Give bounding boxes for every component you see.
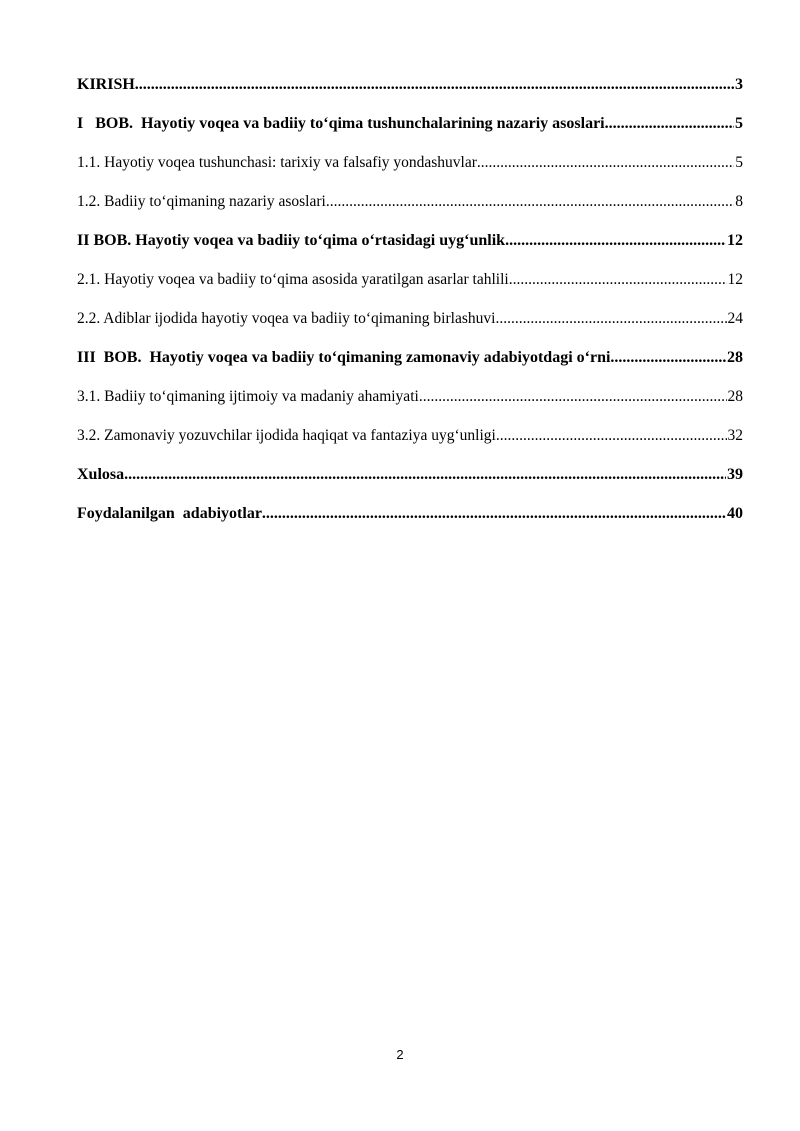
toc-entry-xulosa bbox=[77, 466, 743, 505]
toc-dot-leader bbox=[496, 427, 727, 445]
toc-entry-section-1-2 bbox=[77, 193, 743, 232]
toc-entry-page: 40 bbox=[727, 505, 743, 522]
toc-entry-title: 2.1. Hayotiy voqea va badiiy to‘qima asosida yaratilgan asarlar tahlili bbox=[77, 271, 509, 288]
toc-entry-kirish bbox=[77, 76, 743, 115]
toc-entry-page: 24 bbox=[727, 310, 743, 327]
toc-entry-page: 28 bbox=[727, 349, 743, 366]
toc-dot-leader bbox=[505, 232, 726, 250]
toc-entry-title: I BOB. Hayotiy voqea va badiiy to‘qima tushunchalarining nazariy asoslari bbox=[77, 115, 605, 132]
toc-entry-chapter-3 bbox=[77, 349, 743, 388]
toc-entry-title: II BOB. Hayotiy voqea va badiiy to‘qima o‘rtasidagi uyg‘unlik bbox=[77, 232, 506, 249]
toc-entry-title: KIRISH bbox=[77, 76, 135, 93]
toc-entry-page: 12 bbox=[727, 232, 743, 249]
toc-entry-section-2-2 bbox=[77, 310, 743, 349]
toc-dot-leader bbox=[262, 505, 726, 523]
toc-entry-title: Foydalanilgan adabiyotlar bbox=[77, 505, 262, 522]
toc-dot-leader bbox=[419, 388, 727, 406]
toc-entry-title: 3.2. Zamonaviy yozuvchilar ijodida haqiqat va fantaziya uyg‘unligi bbox=[77, 427, 496, 444]
toc-dot-leader bbox=[477, 154, 734, 172]
toc-entry-title: 1.2. Badiiy to‘qimaning nazariy asoslari bbox=[77, 193, 326, 210]
toc-entry-section-3-1 bbox=[77, 388, 743, 427]
toc-entry-title: 2.2. Adiblar ijodida hayotiy voqea va badiiy to‘qimaning birlashuvi bbox=[77, 310, 496, 327]
toc-entry-page: 3 bbox=[735, 76, 743, 93]
toc-entry-title: Xulosa bbox=[77, 466, 125, 483]
toc-dot-leader bbox=[605, 115, 734, 133]
toc-entry-section-3-2 bbox=[77, 427, 743, 466]
toc-dot-leader bbox=[495, 310, 726, 328]
table-of-contents bbox=[77, 76, 743, 544]
toc-entry-page: 32 bbox=[727, 427, 743, 444]
toc-entry-chapter-2 bbox=[77, 232, 743, 271]
toc-dot-leader bbox=[326, 193, 734, 211]
toc-entry-title: 3.1. Badiiy to‘qimaning ijtimoiy va madaniy ahamiyati bbox=[77, 388, 419, 405]
toc-entry-page: 28 bbox=[727, 388, 743, 405]
toc-dot-leader bbox=[610, 349, 726, 367]
toc-entry-title: III BOB. Hayotiy voqea va badiiy to‘qimaning zamonaviy adabiyotdagi o‘rni bbox=[77, 349, 611, 366]
toc-dot-leader bbox=[135, 76, 734, 94]
toc-entry-section-2-1 bbox=[77, 271, 743, 310]
toc-entry-section-1-1 bbox=[77, 154, 743, 193]
toc-entry-title: 1.1. Hayotiy voqea tushunchasi: tarixiy va falsafiy yondashuvlar bbox=[77, 154, 477, 171]
toc-entry-references bbox=[77, 505, 743, 544]
toc-entry-page: 5 bbox=[735, 115, 743, 132]
toc-dot-leader bbox=[509, 271, 727, 289]
toc-dot-leader bbox=[124, 466, 726, 484]
toc-entry-chapter-1 bbox=[77, 115, 743, 154]
toc-entry-page: 8 bbox=[735, 193, 743, 210]
toc-entry-page: 5 bbox=[735, 154, 743, 171]
toc-entry-page: 39 bbox=[727, 466, 743, 483]
page-number: 2 bbox=[396, 1047, 404, 1062]
toc-entry-page: 12 bbox=[727, 271, 743, 288]
